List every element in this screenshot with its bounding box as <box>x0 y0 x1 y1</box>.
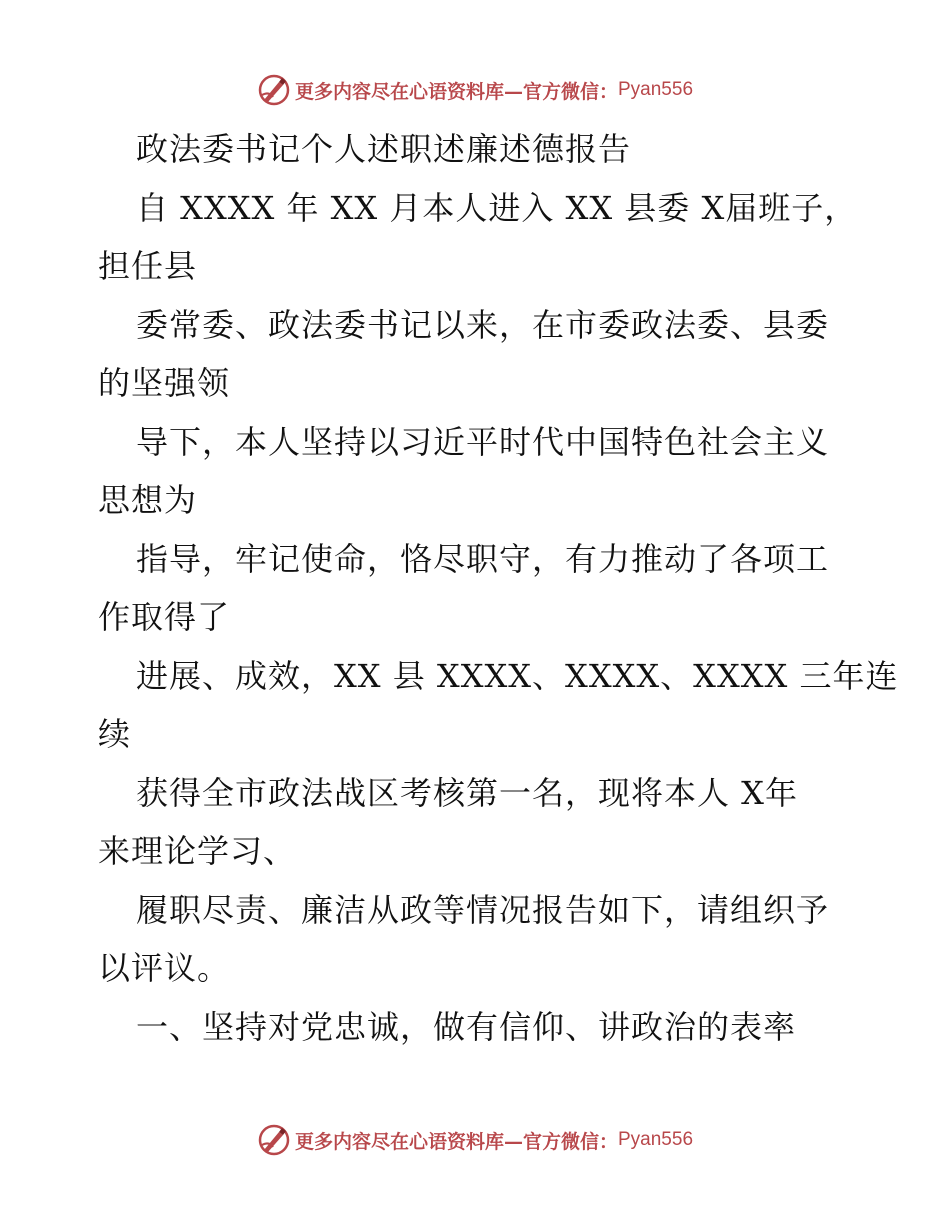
text-line: 作取得了 <box>98 598 231 636</box>
header-watermark <box>0 70 950 110</box>
text-line: 来理论学习、 <box>98 832 297 870</box>
document-body <box>98 120 899 1056</box>
text-line: 自 XXXX 年 XX 月本人进入 XX 县委 X届班子， <box>136 188 858 227</box>
text-line: 以评议。 <box>98 949 231 987</box>
text-line: 思想为 <box>98 481 198 519</box>
text-line: 委常委、政法委书记以来，在市委政法委、县委 <box>136 305 830 344</box>
text-line: 指导，牢记使命，恪尽职守，有力推动了各项工 <box>136 539 830 578</box>
section-heading: 一、坚持对党忠诚，做有信仰、讲政治的表率 <box>136 1007 797 1046</box>
text-line: 进展、成效，XX 县 XXXX、XXXX、XXXX 三年连 <box>136 656 899 695</box>
text-line: 导下，本人坚持以习近平时代中国特色社会主义 <box>136 422 830 461</box>
footer-watermark <box>0 1120 950 1160</box>
watermark-handle: Pyan556 <box>618 79 694 100</box>
pen-logo-icon <box>257 73 291 107</box>
text-line: 获得全市政法战区考核第一名，现将本人 X年 <box>136 773 798 812</box>
watermark-text: 更多内容尽在心语资料库—官方微信： <box>294 1130 618 1153</box>
pen-logo-icon <box>257 1123 291 1157</box>
text-line: 续 <box>98 715 132 753</box>
document-title: 政法委书记个人述职述廉述德报告 <box>136 130 632 168</box>
watermark-text: 更多内容尽在心语资料库—官方微信： <box>294 80 618 103</box>
text-line: 担任县 <box>98 247 198 285</box>
watermark-handle: Pyan556 <box>618 1129 694 1150</box>
text-line: 的坚强领 <box>98 364 231 402</box>
text-line: 履职尽责、廉洁从政等情况报告如下，请组织予 <box>136 890 830 929</box>
